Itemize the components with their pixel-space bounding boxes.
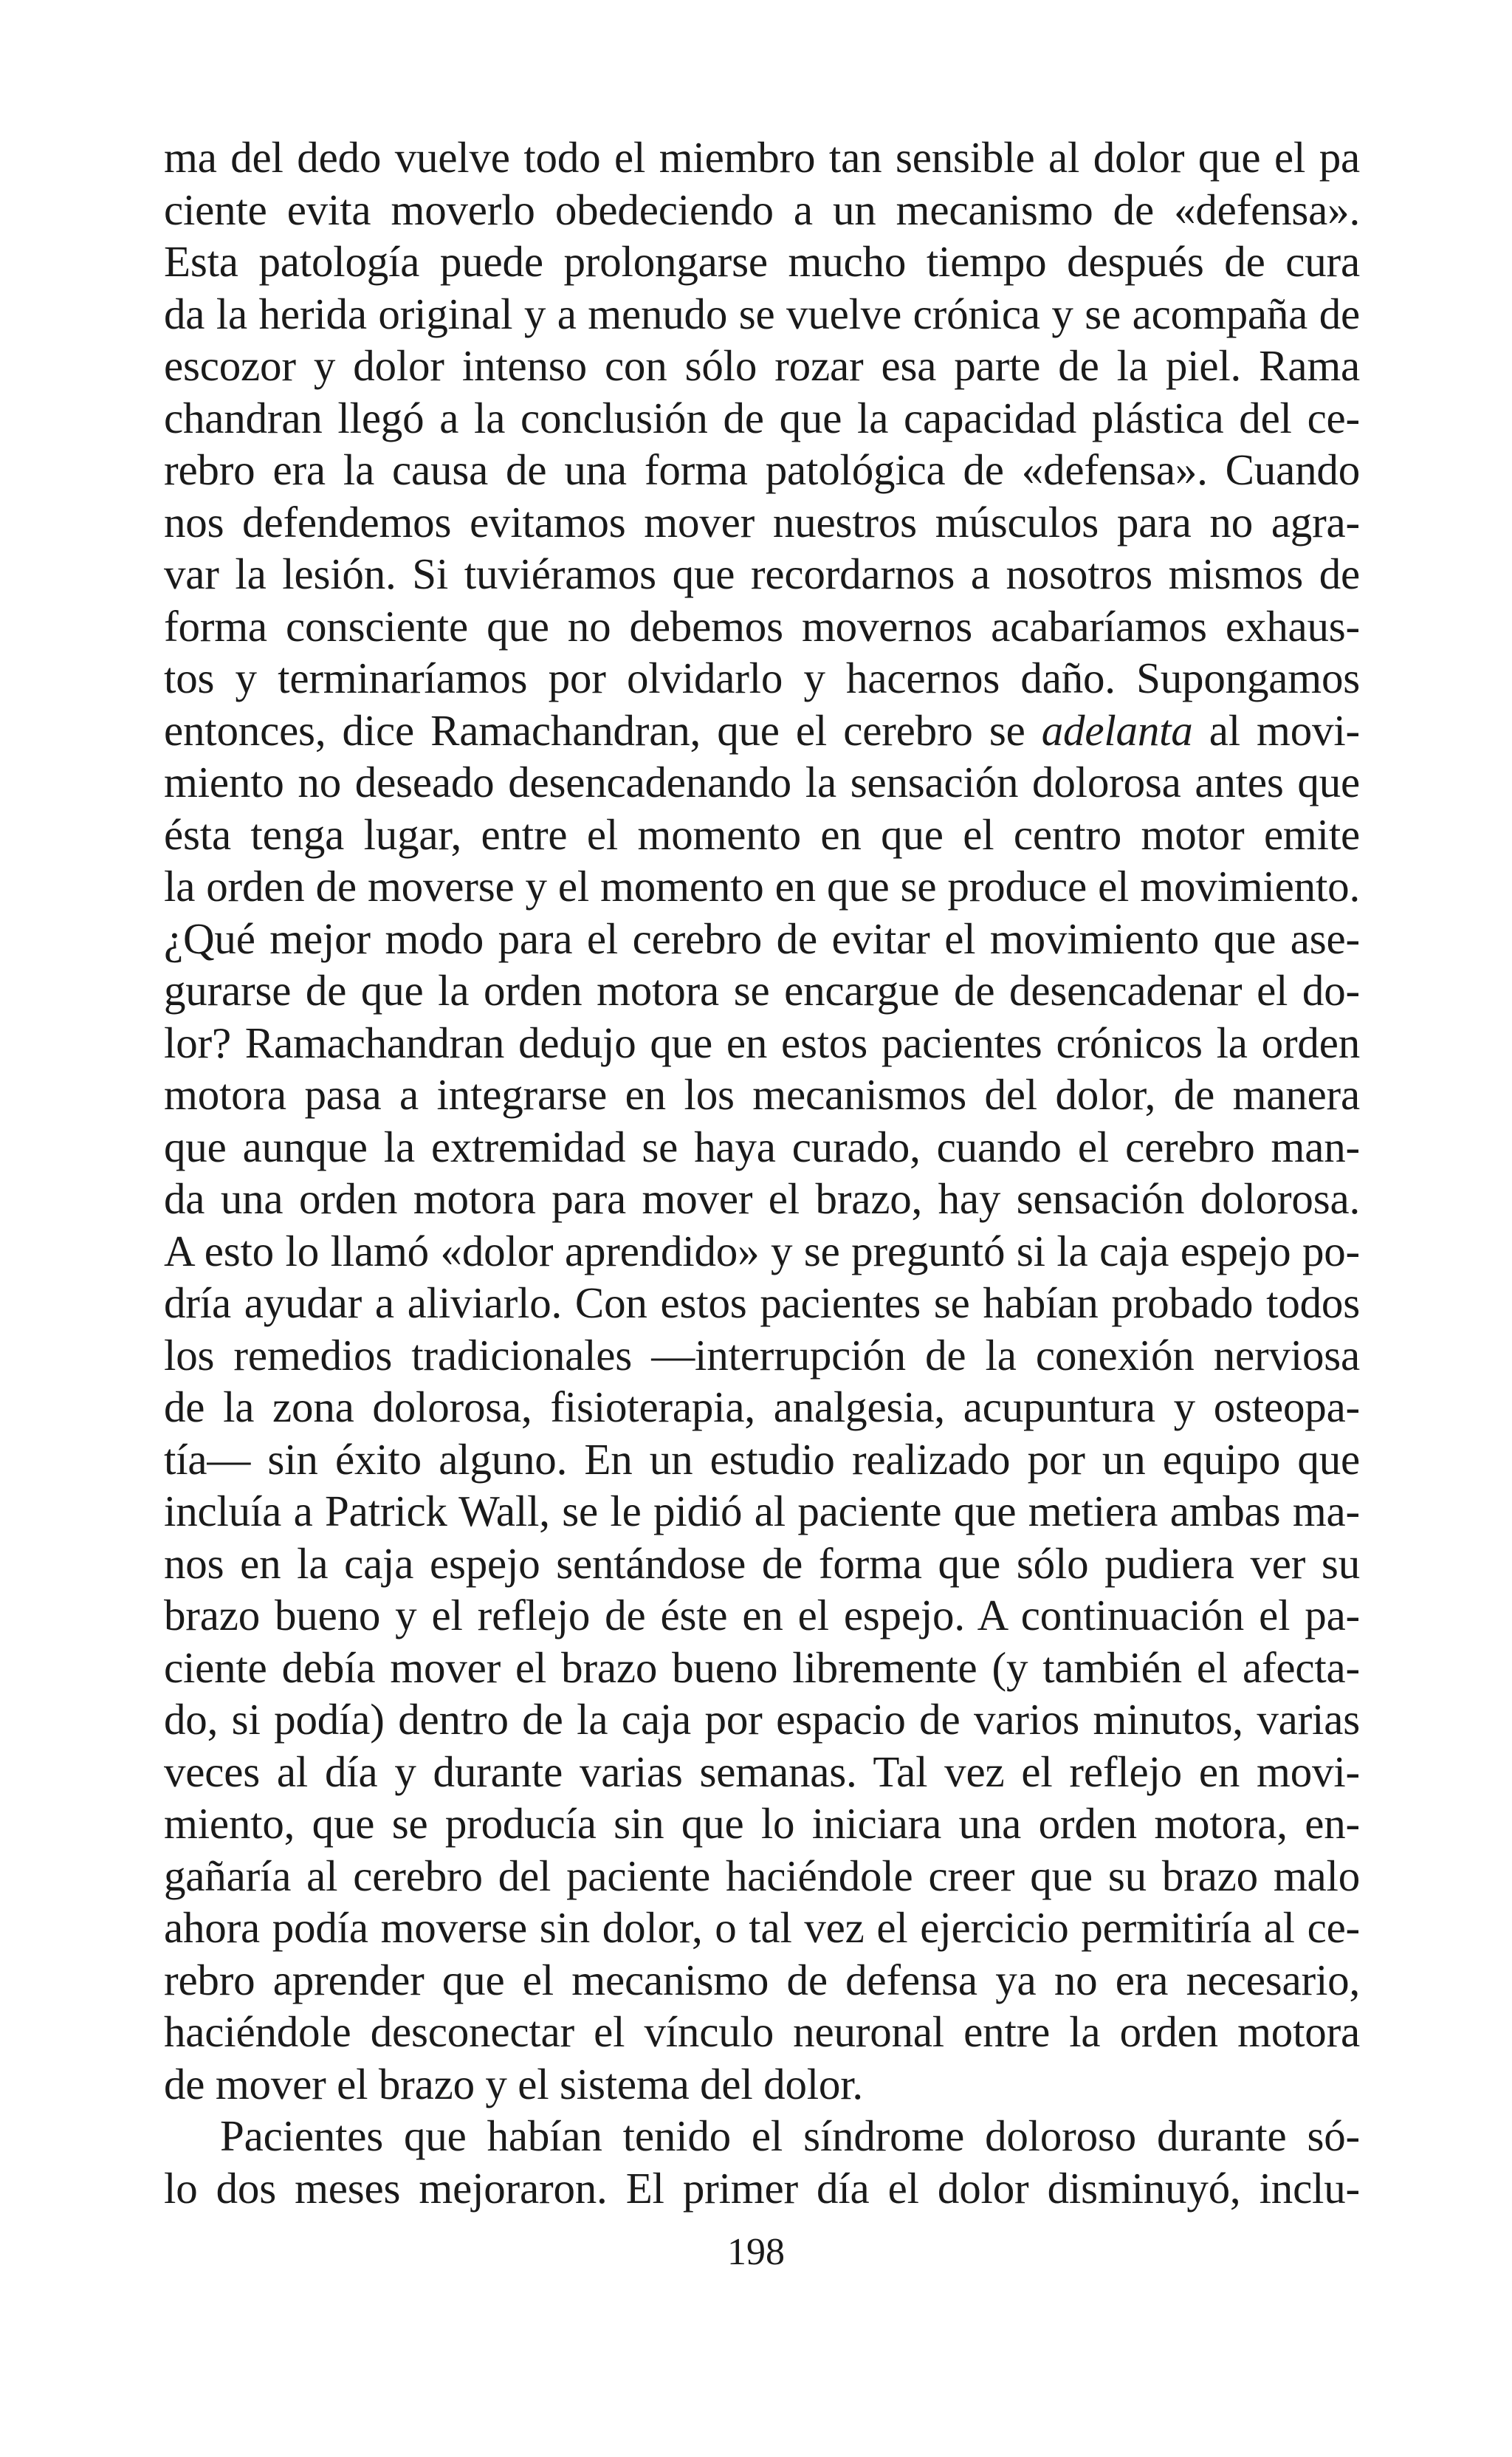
text-line: dría ayudar a aliviarlo. Con estos pacientes se habían probado todos	[164, 1278, 1360, 1327]
page-number: 198	[727, 2231, 785, 2273]
text-line: chandran llegó a la conclusión de que la capacidad plástica del ce-	[164, 393, 1360, 442]
text-line: ésta tenga lugar, entre el momento en que el centro motor emite	[164, 809, 1360, 859]
text-line: ¿Qué mejor modo para el cerebro de evitar el movimiento que ase-	[164, 914, 1360, 963]
text-line: rebro era la causa de una forma patológica de «defensa». Cuando	[164, 445, 1360, 494]
text-line: que aunque la extremidad se haya curado, cuando el cerebro man-	[164, 1122, 1360, 1171]
text-line: Pacientes que habían tenido el síndrome doloroso durante só-	[220, 2111, 1360, 2160]
text-line: nos en la caja espejo sentándose de forma que sólo pudiera ver su	[164, 1538, 1360, 1588]
text-line: de la zona dolorosa, fisioterapia, analgesia, acupuntura y osteopa-	[164, 1382, 1360, 1431]
text-line: gurarse de que la orden motora se encargue de desencadenar el do-	[164, 966, 1360, 1015]
text-line: ciente evita moverlo obedeciendo a un mecanismo de «defensa».	[164, 185, 1360, 234]
text-line: motora pasa a integrarse en los mecanismos del dolor, de manera	[164, 1070, 1360, 1119]
text-line: lor? Ramachandran dedujo que en estos pacientes crónicos la orden	[164, 1018, 1360, 1067]
text-line: brazo bueno y el reflejo de éste en el espejo. A continuación el pa-	[164, 1591, 1360, 1639]
text-line: veces al día y durante varias semanas. Tal vez el reflejo en movi-	[164, 1747, 1360, 1796]
text-line: nos defendemos evitamos mover nuestros músculos para no agra-	[164, 497, 1360, 546]
text-line: da la herida original y a menudo se vuelve crónica y se acompaña de	[164, 289, 1360, 338]
text-line: ahora podía moverse sin dolor, o tal vez el ejercicio permitiría al ce-	[164, 1903, 1360, 1952]
text-line: haciéndole desconectar el vínculo neuronal entre la orden motora	[164, 2007, 1360, 2056]
text-line: forma consciente que no debemos movernos acabaríamos exhaus-	[164, 601, 1360, 651]
paragraph	[164, 131, 1360, 2110]
text-line: ciente debía mover el brazo bueno libremente (y también el afecta-	[164, 1642, 1360, 1692]
text-line: ma del dedo vuelve todo el miembro tan sensible al dolor que el pa	[164, 133, 1360, 182]
text-line: tos y terminaríamos por olvidarlo y hacernos daño. Supongamos	[164, 654, 1360, 702]
text-line: lo dos meses mejoraron. El primer día el dolor disminuyó, inclu-	[164, 2163, 1360, 2213]
text-line: escozor y dolor intenso con sólo rozar esa parte de la piel. Rama	[164, 341, 1360, 390]
book-page-text	[164, 131, 1360, 2214]
text-line: A esto lo llamó «dolor aprendido» y se preguntó si la caja espejo po-	[164, 1226, 1360, 1275]
text-line: entonces, dice Ramachandran, que el cerebro se adelanta al movi-	[164, 705, 1360, 755]
text-line: tía— sin éxito alguno. En un estudio realizado por un equipo que	[164, 1434, 1360, 1484]
text-line: da una orden motora para mover el brazo, hay sensación dolorosa.	[164, 1174, 1360, 1223]
text-line: los remedios tradicionales —interrupción de la conexión nerviosa	[164, 1330, 1360, 1380]
text-line: do, si podía) dentro de la caja por espacio de varios minutos, varias	[164, 1695, 1360, 1744]
text-line: de mover el brazo y el sistema del dolor.	[164, 2059, 863, 2108]
text-line: miento, que se producía sin que lo iniciara una orden motora, en-	[164, 1799, 1360, 1848]
text-line: gañaría al cerebro del paciente haciéndole creer que su brazo malo	[164, 1851, 1360, 1900]
text-line: incluía a Patrick Wall, se le pidió al paciente que metiera ambas ma-	[164, 1487, 1360, 1535]
text-line: miento no deseado desencadenando la sensación dolorosa antes que	[164, 758, 1360, 806]
text-line: Esta patología puede prolongarse mucho tiempo después de cura	[164, 237, 1360, 286]
paragraph	[164, 2110, 1360, 2214]
text-line: var la lesión. Si tuviéramos que recordarnos a nosotros mismos de	[164, 549, 1360, 598]
text-line: rebro aprender que el mecanismo de defensa ya no era necesario,	[164, 1955, 1360, 2004]
text-line: la orden de moverse y el momento en que se produce el movimiento.	[164, 862, 1360, 911]
